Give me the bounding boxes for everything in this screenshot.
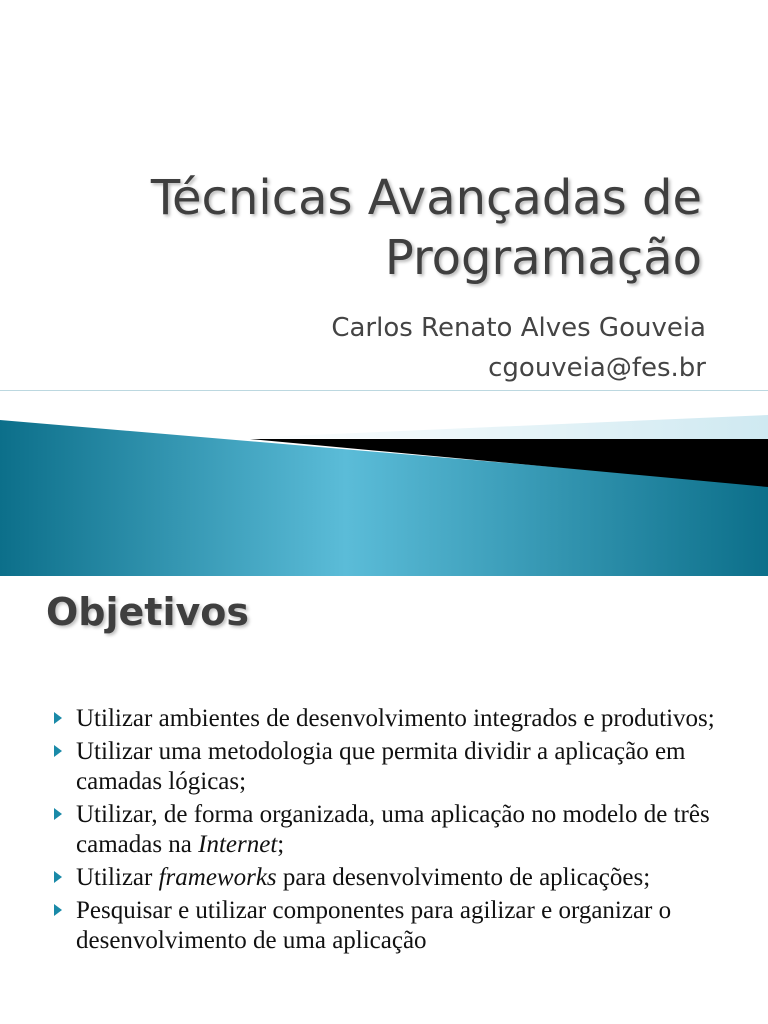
- title-line-2: Programação: [384, 230, 702, 286]
- triangle-bullet-icon: [54, 712, 62, 724]
- swoosh-light-strip: [240, 415, 768, 440]
- triangle-bullet-icon: [54, 745, 62, 757]
- bullet-text-pre: Utilizar, de forma organizada, uma aplicação no modelo de três camadas na: [76, 801, 710, 858]
- bullet-text: Utilizar uma metodologia que permita dividir a aplicação em camadas lógicas;: [76, 738, 686, 795]
- bullet-text-emphasis: frameworks: [158, 864, 277, 891]
- triangle-bullet-icon: [54, 871, 62, 883]
- decorative-swoosh-band: [0, 405, 768, 576]
- list-item: [50, 800, 740, 860]
- objectives-list: [50, 704, 740, 959]
- list-item: [50, 737, 740, 797]
- slide-subtitle: [106, 308, 706, 388]
- author-email: cgouveia@fes.br: [488, 353, 706, 383]
- slide-title: [42, 168, 702, 288]
- list-item: [50, 704, 740, 734]
- list-item: [50, 863, 740, 893]
- bullet-text: Pesquisar e utilizar componentes para agilizar e organizar o desenvolvimento de uma aplicação: [76, 897, 672, 954]
- objectives-slide: [0, 576, 768, 1024]
- bullet-text-pre: Utilizar: [76, 864, 159, 891]
- bullet-text-post: ;: [277, 831, 285, 858]
- divider-line: [0, 390, 768, 391]
- objectives-heading: Objetivos: [46, 590, 249, 634]
- bullet-text-post: para desenvolvimento de aplicações;: [276, 864, 651, 891]
- triangle-bullet-icon: [54, 808, 62, 820]
- title-line-1: Técnicas Avançadas de: [150, 170, 702, 226]
- bullet-text-emphasis: Internet: [198, 831, 278, 858]
- list-item: [50, 896, 740, 956]
- bullet-text: Utilizar ambientes de desenvolvimento integrados e produtivos;: [76, 705, 715, 732]
- triangle-bullet-icon: [54, 904, 62, 916]
- author-name: Carlos Renato Alves Gouveia: [331, 313, 706, 343]
